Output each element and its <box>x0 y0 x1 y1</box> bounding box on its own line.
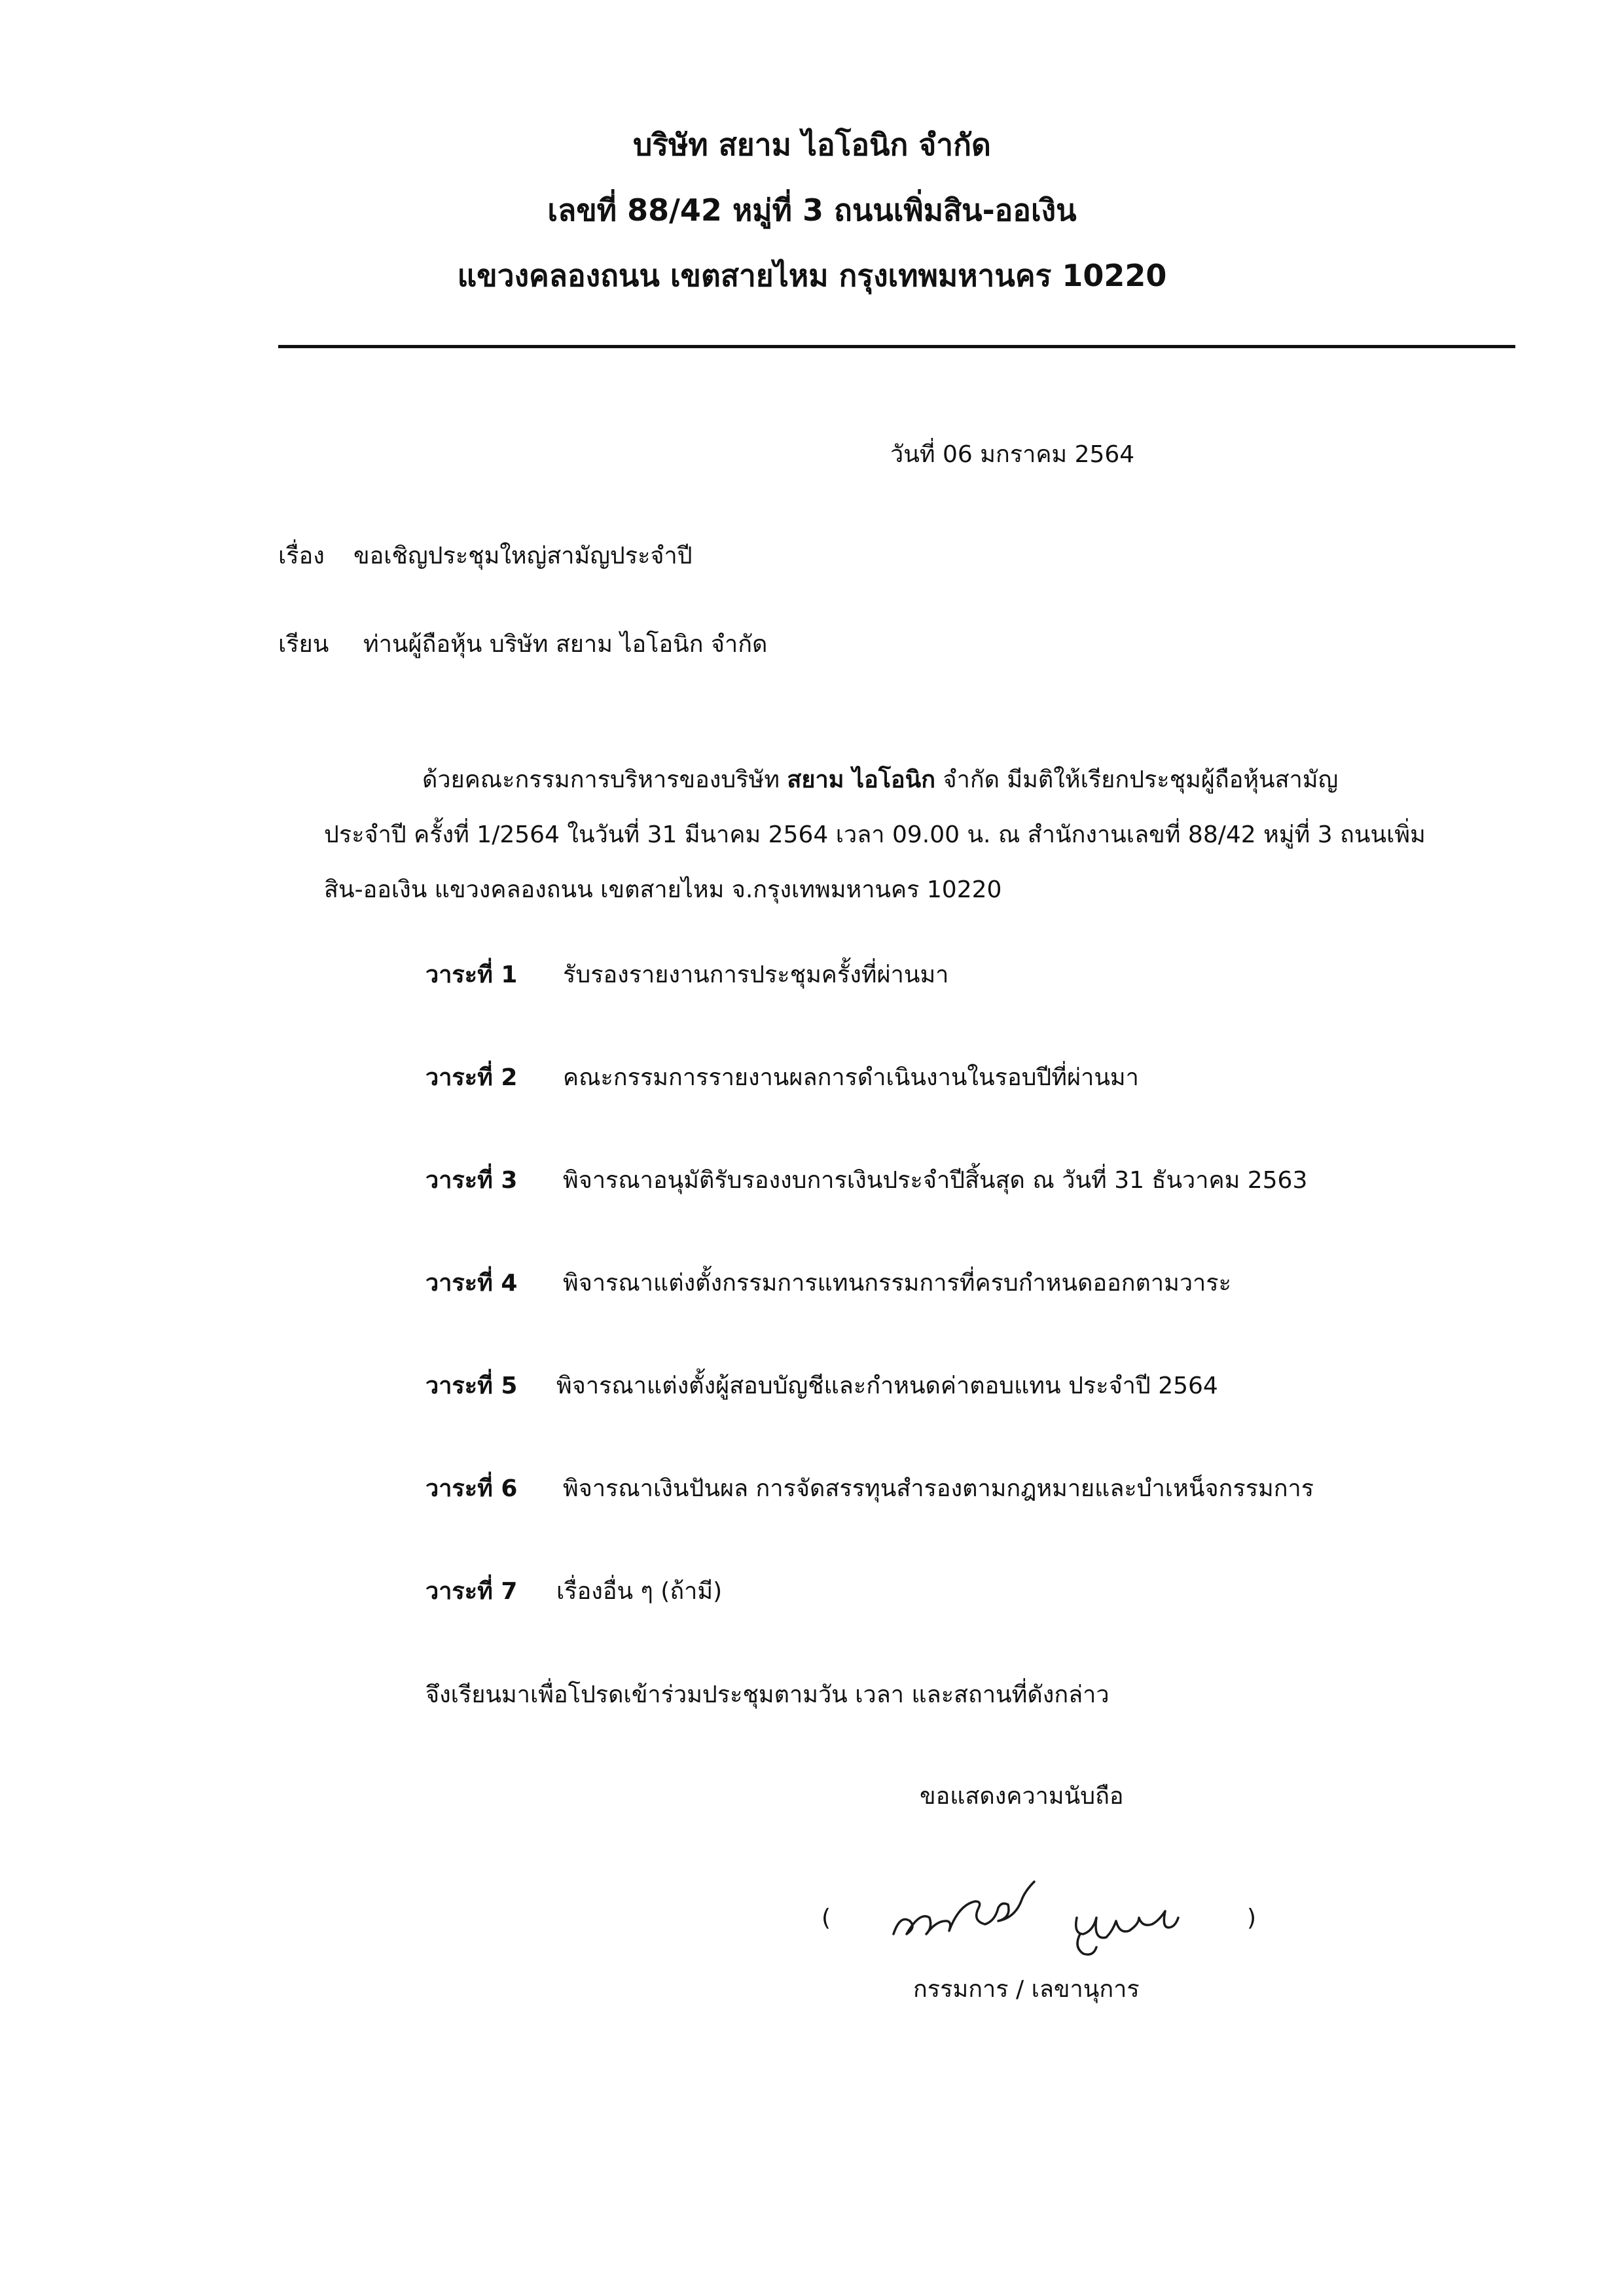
agenda-item <box>425 956 949 993</box>
body-line-3: สิน-ออเงิน แขวงคลองถนน เขตสายไหม จ.กรุงเทพมหานคร 10220 <box>324 876 1002 903</box>
body-company-bold: สยาม ไอโอนิก <box>787 766 936 793</box>
agenda-label: วาระที่ 7 <box>425 1578 518 1605</box>
agenda-item <box>425 1264 1231 1301</box>
agenda-text: พิจารณาแต่งตั้งผู้สอบบัญชีและกำหนดค่าตอบแทน ประจำปี 2564 <box>556 1372 1218 1399</box>
company-name: บริษัท สยาม ไอโอนิก จำกัด <box>633 127 991 162</box>
agenda-label: วาระที่ 1 <box>425 961 518 988</box>
agenda-label: วาระที่ 3 <box>425 1167 518 1194</box>
body-line-1: ด้วยคณะกรรมการบริหารของบริษัท สยาม ไอโอนิก จำกัด มีมติให้เรียกประชุมผู้ถือหุ้นสามัญ <box>422 766 1339 793</box>
agenda-item <box>425 1058 1139 1096</box>
agenda-label: วาระที่ 6 <box>425 1475 518 1502</box>
letter-date: วันที่ 06 มกราคม 2564 <box>890 441 1135 468</box>
agenda-label: วาระที่ 4 <box>425 1270 518 1297</box>
header-divider <box>278 345 1515 348</box>
agenda-text: พิจารณาแต่งตั้งกรรมการแทนกรรมการที่ครบกำหนดออกตามวาระ <box>563 1270 1231 1297</box>
agenda-text: คณะกรรมการรายงานผลการดำเนินงานในรอบปีที่ผ่านมา <box>563 1064 1139 1091</box>
agenda-label: วาระที่ 5 <box>425 1372 518 1399</box>
agenda-item <box>425 1161 1308 1198</box>
signature-paren-close: ) <box>1247 1905 1257 1931</box>
company-address-line1: เลขที่ 88/42 หมู่ที่ 3 ถนนเพิ่มสิน-ออเงิน <box>547 192 1077 228</box>
agenda-item <box>425 1367 1218 1404</box>
recipient-text: ท่านผู้ถือหุ้น บริษัท สยาม ไอโอนิก จำกัด <box>363 631 768 658</box>
subject-text: ขอเชิญประชุมใหญ่สามัญประจำปี <box>353 543 693 569</box>
agenda-item <box>425 1572 723 1609</box>
handwritten-signature <box>880 1872 1247 1964</box>
body-paragraph <box>324 753 1548 918</box>
agenda-text: พิจารณาอนุมัติรับรองงบการเงินประจำปีสิ้นสุด ณ วันที่ 31 ธันวาคม 2563 <box>563 1167 1308 1194</box>
subject-label: เรื่อง <box>278 543 325 569</box>
closing-sentence: จึงเรียนมาเพื่อโปรดเข้าร่วมประชุมตามวัน เวลา และสถานที่ดังกล่าว <box>425 1681 1110 1708</box>
regards: ขอแสดงความนับถือ <box>920 1783 1124 1810</box>
agenda-label: วาระที่ 2 <box>425 1064 518 1091</box>
company-address-line2: แขวงคลองถนน เขตสายไหม กรุงเทพมหานคร 10220 <box>457 258 1167 293</box>
agenda-text: พิจารณาเงินปันผล การจัดสรรทุนสำรองตามกฎหมายและบำเหน็จกรรมการ <box>563 1475 1314 1502</box>
recipient-label: เรียน <box>278 631 329 658</box>
body-line-2: ประจำปี ครั้งที่ 1/2564 ในวันที่ 31 มีนาคม 2564 เวลา 09.00 น. ณ สำนักงานเลขที่ 88/42 หมู่ที่ 3 ถนนเพิ่ม <box>324 821 1426 848</box>
agenda-text: รับรองรายงานการประชุมครั้งที่ผ่านมา <box>563 961 949 988</box>
agenda-item <box>425 1469 1314 1507</box>
signature-paren-open: ( <box>821 1905 831 1931</box>
agenda-text: เรื่องอื่น ๆ (ถ้ามี) <box>556 1578 723 1605</box>
signatory-position: กรรมการ / เลขานุการ <box>913 1976 1140 2003</box>
